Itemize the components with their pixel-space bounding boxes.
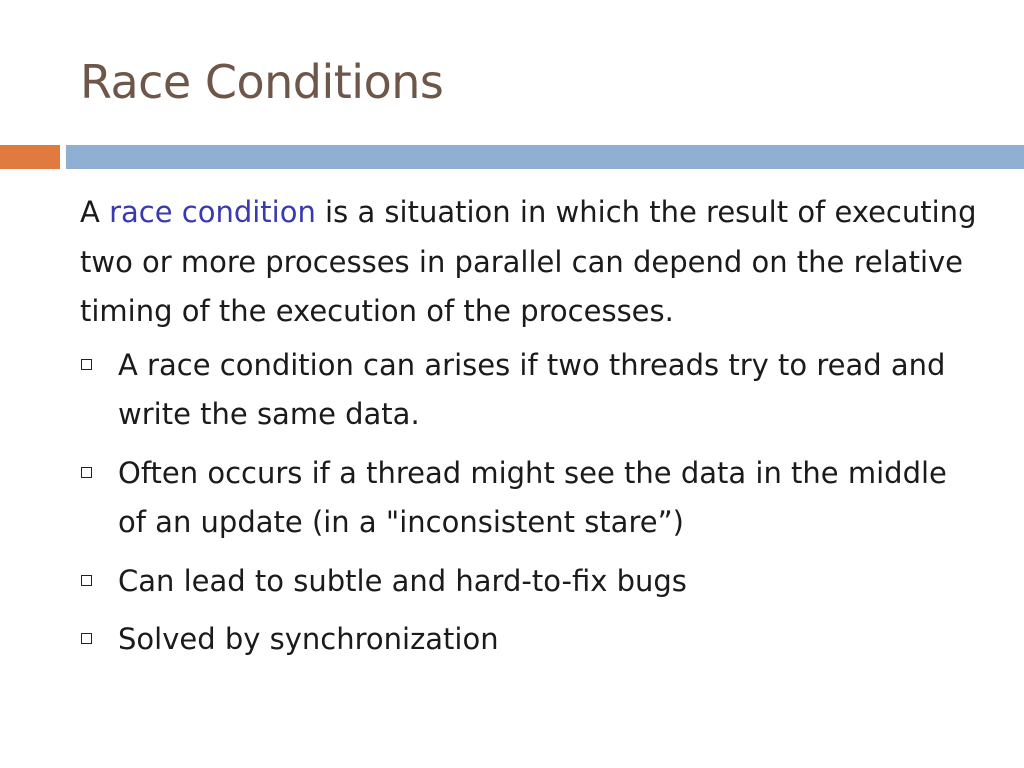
hollow-square-bullet-icon (81, 575, 92, 586)
bullet-text: Can lead to subtle and hard-to-fix bugs (118, 563, 687, 598)
accent-bar-orange (0, 145, 60, 169)
intro-paragraph (80, 188, 980, 337)
bullet-item (80, 449, 980, 548)
slide-title: Race Conditions (80, 55, 444, 109)
slide-body (80, 188, 980, 674)
accent-bar-blue (66, 145, 1024, 169)
bullet-text: Often occurs if a thread might see the data in the middle of an update (in a "inconsistent stare”) (118, 455, 947, 539)
bullet-item (80, 615, 980, 665)
bullet-text: Solved by synchronization (118, 622, 499, 656)
hollow-square-bullet-icon (81, 359, 92, 370)
bullet-item (80, 341, 980, 440)
bullet-item (80, 557, 980, 607)
highlighted-term: race condition (109, 195, 316, 229)
hollow-square-bullet-icon (81, 633, 92, 644)
bullet-text: A race condition can arises if two threads try to read and write the same data. (118, 347, 946, 431)
intro-prefix: A (80, 195, 110, 229)
intro-text: is a situation in which the result of executing two or more processes in parallel can depend on the relative timing of the execution of the processes. (80, 195, 977, 328)
bullet-list (80, 341, 980, 665)
hollow-square-bullet-icon (81, 467, 92, 478)
